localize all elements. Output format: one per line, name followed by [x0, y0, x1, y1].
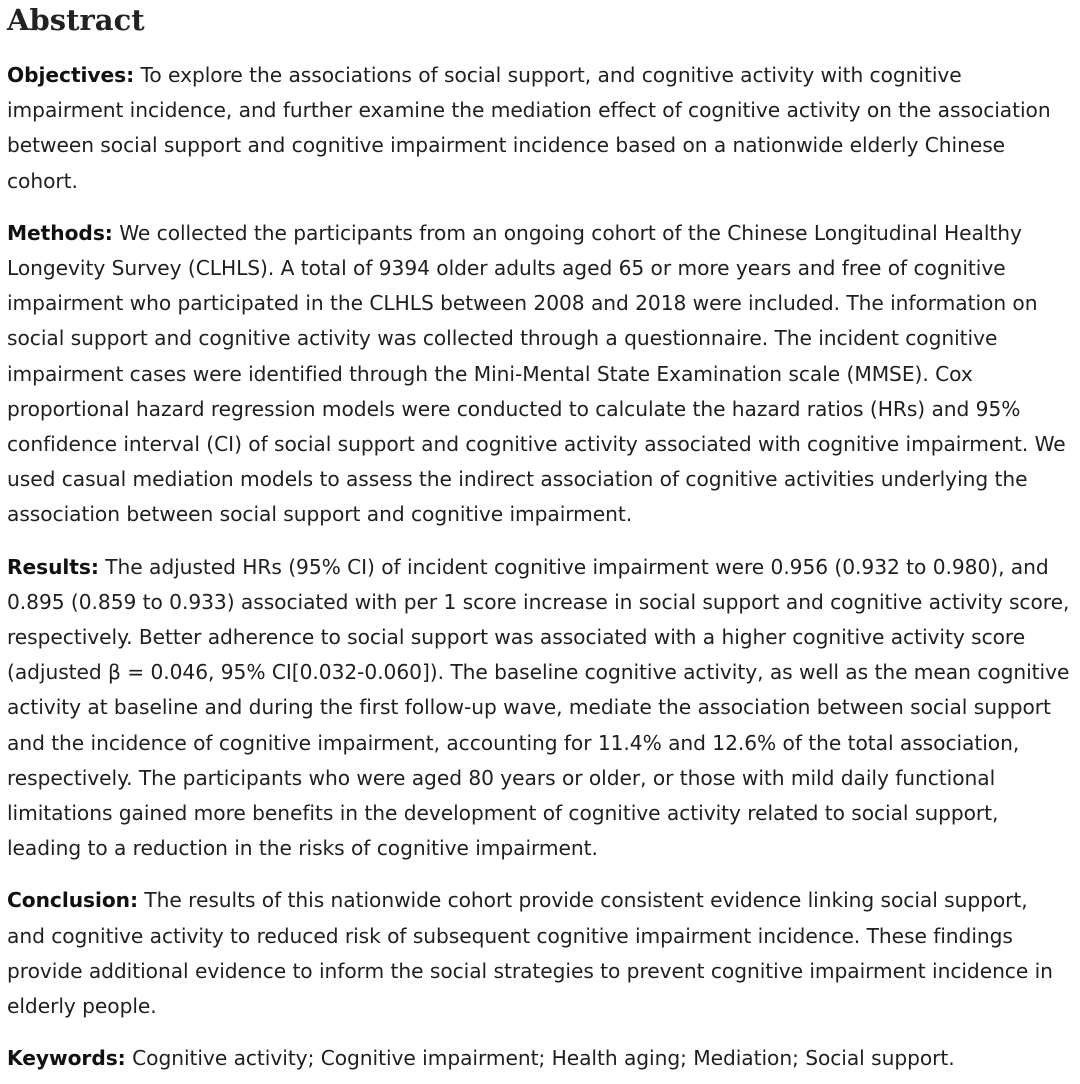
keywords-text: Cognitive activity; Cognitive impairment; Health aging; Mediation; Social support. [132, 1046, 955, 1071]
objectives-paragraph [7, 58, 1070, 199]
abstract-heading: Abstract [7, 3, 145, 37]
conclusion-text: The results of this nationwide cohort provide consistent evidence linking social support, and cognitive activity to reduced risk of subsequent cognitive impairment incidence. These findings provide additional evidence to inform the social strategies to prevent cognitive impairment incidence in elderly people. [7, 888, 1053, 1019]
conclusion-label: Conclusion: [7, 888, 139, 913]
objectives-text: To explore the associations of social support, and cognitive activity with cognitive impairment incidence, and further examine the mediation effect of cognitive activity on the association between social support and cognitive impairment incidence based on a nationwide elderly Chinese cohort. [7, 63, 1051, 193]
results-text: The adjusted HRs (95% CI) of incident cognitive impairment were 0.956 (0.932 to 0.980), and 0.895 (0.859 to 0.933) associated with per 1 score increase in social support and cognitive activity score, respectively. Better adherence to social support was associated with a higher cognitive activity score (adjusted β = 0.046, 95% CI[0.032-0.060]). The baseline cognitive activity, as well as the mean cognitive activity at baseline and during the first follow-up wave, mediate the association between social support and the incidence of cognitive impairment, accounting for 11.4% and 12.6% of the total association, respectively. The participants who were aged 80 years or older, or those with mild daily functional limitations gained more benefits in the development of cognitive activity related to social support, leading to a reduction in the risks of cognitive impairment. [7, 554, 1070, 861]
keywords-label: Keywords: [7, 1046, 126, 1071]
keywords-paragraph [7, 1041, 1070, 1076]
methods-paragraph [7, 216, 1070, 533]
methods-label: Methods: [7, 220, 113, 245]
results-paragraph [7, 550, 1070, 867]
objectives-label: Objectives: [7, 63, 135, 87]
results-label: Results: [7, 554, 99, 579]
methods-text: We collected the participants from an ongoing cohort of the Chinese Longitudinal Healthy Longevity Survey (CLHLS). A total of 9394 older adults aged 65 or more years and free of cognitive impairment who participated in the CLHLS between 2008 and 2018 were included. The information on social support and cognitive activity was collected through a questionnaire. The incident cognitive impairment cases were identified through the Mini-Mental State Examination scale (MMSE). Cox proportional hazard regression models were conducted to calculate the hazard ratios (HRs) and 95% confidence interval (CI) of social support and cognitive activity associated with cognitive impairment. We used casual mediation models to assess the indirect association of cognitive activities underlying the association between social support and cognitive impairment. [7, 220, 1066, 527]
conclusion-paragraph [7, 883, 1070, 1024]
